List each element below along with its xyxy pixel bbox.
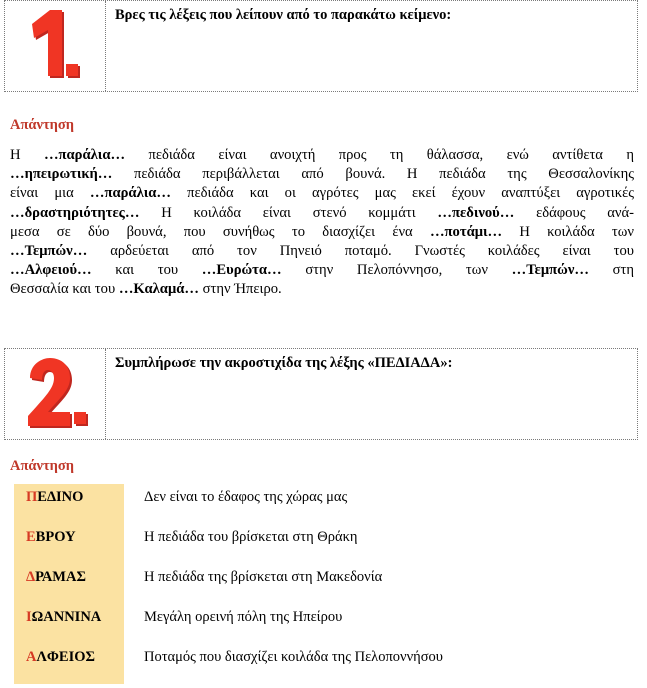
missing-word: …Αλφειού… <box>10 262 92 279</box>
acrostic-row <box>14 644 634 684</box>
paragraph-text: Θεσσαλία και του <box>10 281 119 298</box>
acrostic-word <box>14 604 124 644</box>
paragraph-line <box>10 184 634 203</box>
missing-word: …ποτάμι… <box>429 223 503 240</box>
missing-word: …Τεμπών… <box>10 243 88 260</box>
acrostic-row <box>14 524 634 564</box>
paragraph-text: εδάφους ανά- <box>514 204 634 221</box>
missing-word: …παράλια… <box>89 185 172 202</box>
paragraph-line <box>10 204 634 223</box>
paragraph-text: μεσα σε δύο βουνά, που συνήθως το διασχίζει ένα <box>10 223 430 240</box>
paragraph-line <box>10 146 634 165</box>
acrostic-first-letter: Ι <box>26 609 32 625</box>
missing-word: …παράλια… <box>43 147 126 163</box>
missing-word: …δραστηριότητες… <box>10 204 140 221</box>
acrostic-first-letter: Ε <box>26 529 36 545</box>
acrostic-clue: Η πεδιάδα της βρίσκεται στη Μακεδονία <box>144 569 383 585</box>
question-number-1-graphic <box>22 8 88 84</box>
acrostic-word-rest: ΩΑΝΝΙΝΑ <box>31 609 102 625</box>
paragraph-line <box>10 261 634 280</box>
paragraph-text: στην Ήπειρο. <box>198 281 282 298</box>
paragraph-text: στη <box>588 262 634 279</box>
acrostic-first-letter: Α <box>26 649 37 665</box>
acrostic-word-rest: ΡΑΜΑΣ <box>35 569 86 585</box>
question-number-1 <box>5 1 106 91</box>
acrostic-first-letter: Π <box>26 489 38 505</box>
paragraph-text: Η κοιλάδα των <box>502 223 634 240</box>
paragraph-line <box>10 280 634 299</box>
paragraph-text: πεδιάδα περιβάλλεται από βουνά. Η πεδιάδα της Θεσσαλονίκης <box>112 166 634 183</box>
question-number-1-text: 1. <box>22 8 23 9</box>
paragraph-text: και του <box>91 262 202 279</box>
missing-word: …ηπειρωτική… <box>10 166 113 183</box>
paragraph-text: πεδιάδα είναι ανοιχτή προς τη θάλασσα, ενώ αντίθετα η <box>125 147 634 163</box>
paragraph-line <box>10 223 634 242</box>
paragraph-text: αρδεύεται από τον Πηνειό ποταμό. Γνωστές κοιλάδες είναι του <box>87 243 634 260</box>
acrostic-word <box>14 564 124 604</box>
question-2-text: Συμπλήρωσε την ακροστιχίδα της λέξης «ΠΕΔΙΑΔΑ»: <box>115 355 453 371</box>
question-1-text: Βρες τις λέξεις που λείπουν από το παρακάτω κείμενο: <box>115 7 452 23</box>
acrostic-first-letter: Δ <box>26 569 36 585</box>
question-number-2 <box>5 349 106 439</box>
question-1-box <box>4 0 638 92</box>
acrostic-word-rest: ΒΡΟΥ <box>35 529 76 545</box>
acrostic-clue: Η πεδιάδα του βρίσκεται στη Θράκη <box>144 529 358 545</box>
acrostic-table <box>14 484 634 684</box>
acrostic-word <box>14 524 124 564</box>
missing-word: …Ευρώτα… <box>201 262 282 279</box>
missing-word: …Καλαμά… <box>118 281 199 298</box>
paragraph-text: στην Πελοπόννησο, των <box>281 262 512 279</box>
acrostic-word-rest: ΛΦΕΙΟΣ <box>36 649 95 665</box>
acrostic-row <box>14 604 634 644</box>
paragraph-text: Η κοιλάδα είναι στενό κομμάτι <box>139 204 438 221</box>
acrostic-clue: Δεν είναι το έδαφος της χώρας μας <box>144 489 348 505</box>
question-number-2-text: 2. <box>22 356 23 357</box>
answer-2-title: Απάντηση <box>10 458 75 474</box>
answer-1-title: Απάντηση <box>10 117 75 133</box>
acrostic-clue: Ποταμός που διασχίζει κοιλάδα της Πελοποννήσου <box>144 649 443 665</box>
paragraph-text: πεδιάδα και οι αγρότες μας εκεί έχουν αναπτύξει αγροτικές <box>171 185 634 202</box>
acrostic-clue: Μεγάλη ορεινή πόλη της Ηπείρου <box>144 609 343 625</box>
question-number-2-graphic <box>22 356 88 432</box>
missing-word: …Τεμπών… <box>511 262 589 279</box>
paragraph-line <box>10 165 634 184</box>
paragraph-text: είναι μια <box>10 185 90 202</box>
question-2-box <box>4 348 638 440</box>
acrostic-row <box>14 484 634 524</box>
acrostic-word-rest: ΕΔΙΝΟ <box>37 489 84 505</box>
answer-1-paragraph <box>10 146 634 300</box>
acrostic-row <box>14 564 634 604</box>
acrostic-word <box>14 644 124 684</box>
acrostic-word <box>14 484 124 524</box>
paragraph-line <box>10 242 634 261</box>
missing-word: …πεδινού… <box>437 204 515 221</box>
paragraph-text: Η <box>10 147 44 163</box>
